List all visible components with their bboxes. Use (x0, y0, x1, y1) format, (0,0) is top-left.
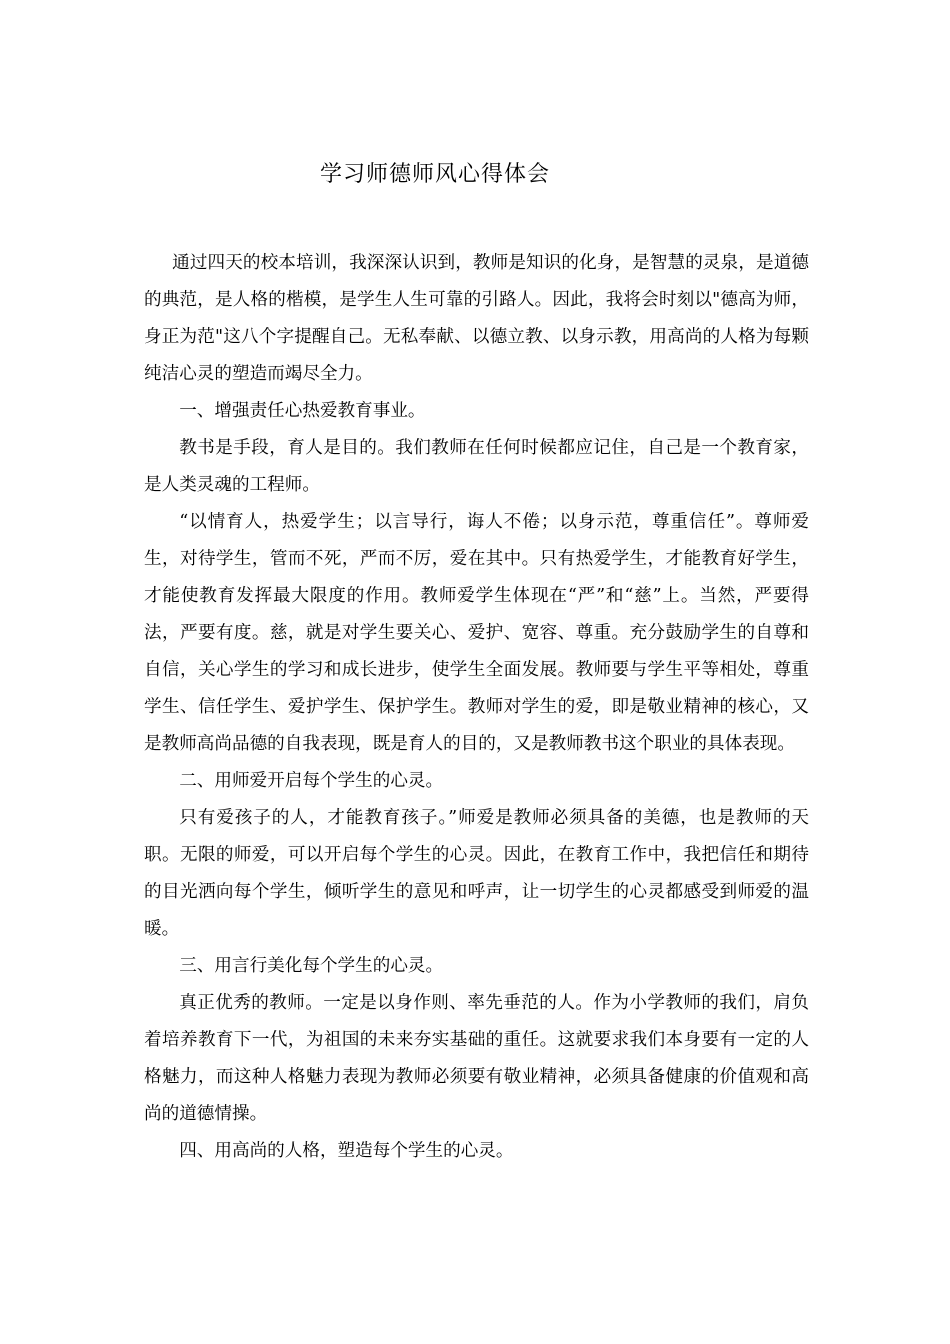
document-body (144, 245, 809, 1170)
paragraph-1-2: “以情育人，热爱学生；以言导行，诲人不倦；以身示范，尊重信任”。尊师爱生，对待学生，管而不死，严而不厉，爱在其中。只有热爱学生，才能教育好学生，才能使教育发挥最大限度的作用。教师爱学生体现在“严”和“慈”上。当然，严要得法，严要有度。慈，就是对学生要关心、爱护、宽容、尊重。充分鼓励学生的自尊和自信，关心学生的学习和成长进步，使学生全面发展。教师要与学生平等相处，尊重学生、信任学生、爱护学生、保护学生。教师对学生的爱，即是敬业精神的核心，又是教师高尚品德的自我表现，既是育人的目的，又是教师教书这个职业的具体表现。 (144, 512, 809, 754)
section-heading-2: 二、用师爱开启每个学生的心灵。 (179, 771, 444, 791)
paragraph-intro: 通过四天的校本培训，我深深认识到，教师是知识的化身，是智慧的灵泉，是道德的典范，是人格的楷模，是学生人生可靠的引路人。因此，我将会时刻以"德高为师，身正为范"这八个字提醒自己。无私奉献、以德立教、以身示教，用高尚的人格为每颗纯洁心灵的塑造而竭尽全力。 (144, 253, 809, 384)
section-heading-1: 一、增强责任心热爱教育事业。 (179, 401, 426, 421)
section-heading-3: 三、用言行美化每个学生的心灵。 (179, 956, 444, 976)
section-heading-4: 四、用高尚的人格，塑造每个学生的心灵。 (179, 1141, 514, 1161)
paragraph-2-1: 只有爱孩子的人，才能教育孩子。”师爱是教师必须具备的美德，也是教师的天职。无限的师爱，可以开启每个学生的心灵。因此，在教育工作中，我把信任和期待的目光洒向每个学生，倾听学生的意见和呼声，让一切学生的心灵都感受到师爱的温暖。 (144, 808, 809, 939)
paragraph-1-1: 教书是手段，育人是目的。我们教师在任何时候都应记住，自己是一个教育家，是人类灵魂的工程师。 (144, 438, 809, 495)
document-title: 学习师德师风心得体会 (319, 162, 550, 187)
paragraph-3-1: 真正优秀的教师。一定是以身作则、率先垂范的人。作为小学教师的我们，肩负着培养教育下一代，为祖国的未来夯实基础的重任。这就要求我们本身要有一定的人格魅力，而这种人格魅力表现为教师必须要有敬业精神，必须具备健康的价值观和高尚的道德情操。 (144, 993, 809, 1124)
